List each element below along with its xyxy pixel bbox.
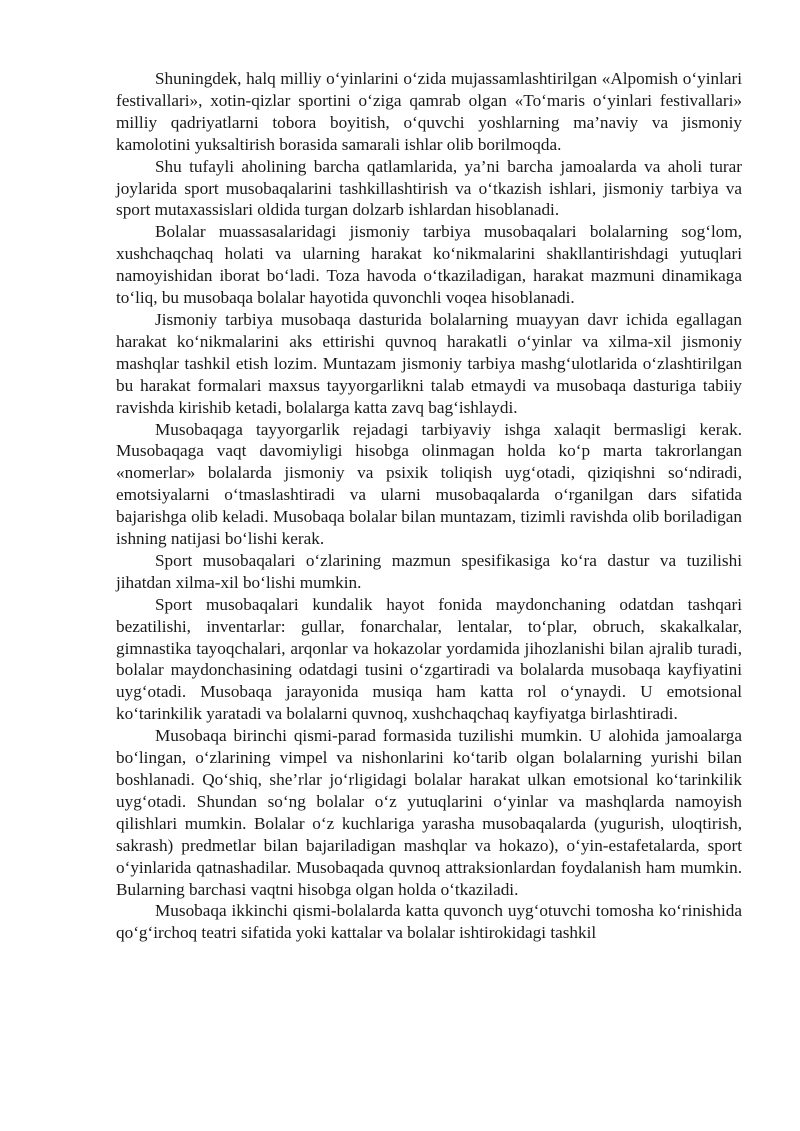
paragraph-1: Shuningdek, halq milliy o‘yinlarini o‘zida mujassamlashtirilgan «Alpomish o‘yinlari festivallari», xotin-qizlar sportini o‘ziga qamrab olgan «To‘maris o‘yinlari festivallari» milliy qadriyatlarni tobora boyitish, o‘quvchi yoshlarning ma’naviy va jismoniy kamolotini yuksaltirish borasida samarali ishlar olib borilmoqda. <box>116 69 742 154</box>
paragraph-5: Musobaqaga tayyorgarlik rejadagi tarbiyaviy ishga xalaqit bermasligi kerak. Musobaqaga vaqt davomiyligi hisobga olinmagan holda ko‘p marta takrorlangan «nomerlar» bolalarda jismoniy va psixik toliqish uyg‘otadi, qiziqishni so‘ndiradi, emotsiyalarni o‘tmaslashtiradi va ularni musobaqalarda o‘rganilgan dars sifatida bajarishga olib keladi. Musobaqa bolalar bilan muntazam, tizimli ravishda olib boriladigan ishning natijasi bo‘lishi kerak. <box>116 419 742 549</box>
paragraph-7: Sport musobaqalari kundalik hayot fonida maydonchaning odatdan tashqari bezatilishi, inventarlar: gullar, fonarchalar, lentalar, to‘plar, obruch, skakalkalar, gimnastika tayoqchalari, arqonlar va hokazolar yordamida jihozlanishi bilan ajralib turadi, bolalar maydonchasining odatdagi tusini o‘zgartiradi va bolalarda musobaqa kayfiyatini uyg‘otadi. Musobaqa jarayonida musiqa ham katta rol o‘ynaydi. U emotsional ko‘tarinkilik yaratadi va bolalarni quvnoq, xushchaqchaq kayfiyatga birlashtiradi. <box>116 594 742 724</box>
paragraph-2: Shu tufayli aholining barcha qatlamlarida, ya’ni barcha jamoalarda va aholi turar joylarida sport musobaqalarini tashkillashtirish va o‘tkazish ishlari, jismoniy tarbiya va sport mutaxassislari oldida turgan dolzarb ishlardan hisoblanadi. <box>116 156 742 220</box>
paragraph-3: Bolalar muassasalaridagi jismoniy tarbiya musobaqalari bolalarning sog‘lom, xushchaqchaq holati va ularning harakat ko‘nikmalarini shakllantirishdagi yutuqlari namoyishidan iborat bo‘ladi. Toza havoda o‘tkaziladigan, harakat mazmuni dinamikaga to‘liq, bu musobaqa bolalar hayotida quvonchli voqea hisoblanadi. <box>116 222 742 308</box>
paragraph-4: Jismoniy tarbiya musobaqa dasturida bolalarning muayyan davr ichida egallagan harakat ko‘nikmalarini aks ettirishi quvnoq harakatli o‘yinlar va xilma-xil jismoniy mashqlar tashkil etish lozim. Muntazam jismoniy tarbiya mashg‘ulotlarida o‘zlashtirilgan bu harakat formalari maxsus tayyorgarlikni talab etmaydi va musobaqa dasturiga tabiiy ravishda kirishib ketadi, bolalarga katta zavq bag‘ishlaydi. <box>116 309 742 417</box>
paragraph-6: Sport musobaqalari o‘zlarining mazmun spesifikasiga ko‘ra dastur va tuzilishi jihatdan xilma-xil bo‘lishi mumkin. <box>116 550 742 592</box>
body-text <box>116 68 742 944</box>
paragraph-8: Musobaqa birinchi qismi-parad formasida tuzilishi mumkin. U alohida jamoalarga bo‘lingan, o‘zlarining vimpel va nishonlarini ko‘tarib olgan bolalarning yurishi bilan boshlanadi. Qo‘shiq, she’rlar jo‘rligidagi bolalar harakat ulkan emotsional ko‘tarinkilik uyg‘otadi. Shundan so‘ng bolalar o‘z yutuqlarini o‘yinlar va mashqlarda namoyish qilishlari mumkin. Bolalar o‘z kuchlariga yarasha musobaqalarda (yugurish, uloqtirish, sakrash) predmetlar bilan bajariladigan mashqlar va hokazo), o‘yin-estafetalarda, sport o‘yinlarida qatnashadilar. Musobaqada quvnoq attraksionlardan foydalanish ham mumkin. Bularning barchasi vaqtni hisobga olgan holda o‘tkaziladi. <box>116 726 742 899</box>
paragraph-9: Musobaqa ikkinchi qismi-bolalarda katta quvonch uyg‘otuvchi tomosha ko‘rinishida qo‘g‘irchoq teatri sifatida yoki kattalar va bolalar ishtirokidagi tashkil <box>116 901 742 943</box>
